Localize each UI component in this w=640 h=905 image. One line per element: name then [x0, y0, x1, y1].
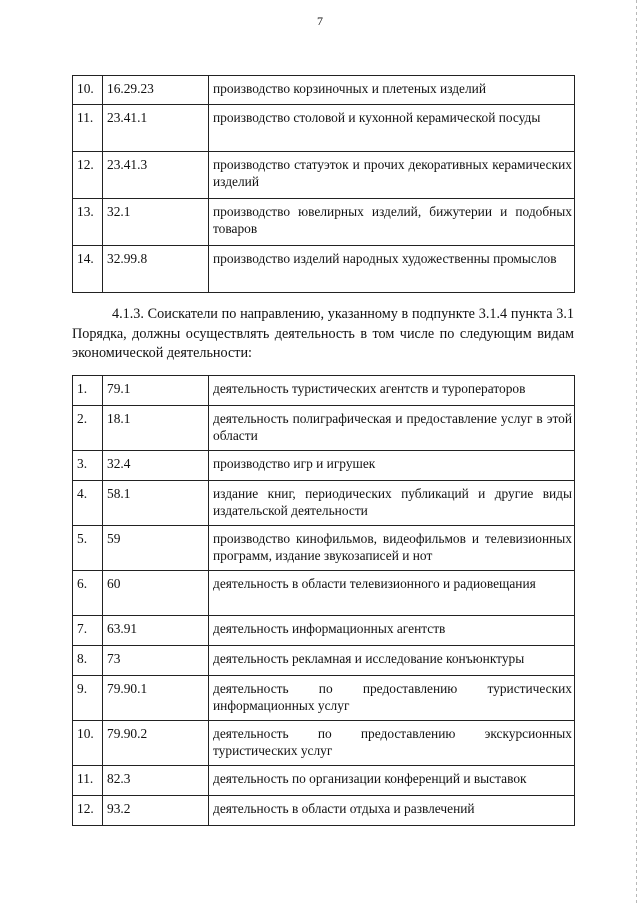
okved-code: 60: [103, 571, 209, 616]
row-number: 11.: [73, 766, 103, 796]
row-number: 13.: [73, 199, 103, 246]
row-number: 11.: [73, 105, 103, 152]
activity-description: производство игр и игрушек: [209, 451, 575, 481]
row-number: 10.: [73, 721, 103, 766]
activity-description: деятельность в области телевизионного и радиовещания: [209, 571, 575, 616]
okved-code: 23.41.3: [103, 152, 209, 199]
row-number: 5.: [73, 526, 103, 571]
activity-description: деятельность в области отдыха и развлечений: [209, 796, 575, 826]
row-number: 8.: [73, 646, 103, 676]
activity-description: производство корзиночных и плетеных изделий: [209, 76, 575, 105]
table-row: [73, 152, 575, 199]
activity-description: производство столовой и кухонной керамической посуды: [209, 105, 575, 152]
activity-description: производство статуэток и прочих декоративных керамических изделий: [209, 152, 575, 199]
okved-code: 16.29.23: [103, 76, 209, 105]
row-number: 3.: [73, 451, 103, 481]
activity-codes-table-continued: [72, 75, 575, 293]
activity-description: деятельность информационных агентств: [209, 616, 575, 646]
row-number: 9.: [73, 676, 103, 721]
okved-code: 32.4: [103, 451, 209, 481]
row-number: 10.: [73, 76, 103, 105]
table-body: [73, 76, 575, 293]
activity-description: производство кинофильмов, видеофильмов и телевизионных программ, издание звукозаписей и нот: [209, 526, 575, 571]
row-number: 2.: [73, 406, 103, 451]
table-row: [73, 406, 575, 451]
table-row: [73, 199, 575, 246]
row-number: 6.: [73, 571, 103, 616]
table-body: [73, 376, 575, 826]
table-row: [73, 766, 575, 796]
row-number: 4.: [73, 481, 103, 526]
table-row: [73, 246, 575, 293]
okved-code: 93.2: [103, 796, 209, 826]
row-number: 12.: [73, 152, 103, 199]
activity-description: производство изделий народных художественны промыслов: [209, 246, 575, 293]
table-row: [73, 796, 575, 826]
activity-description: деятельность рекламная и исследование конъюнктуры: [209, 646, 575, 676]
table-row: [73, 526, 575, 571]
okved-code: 58.1: [103, 481, 209, 526]
activity-description: производство ювелирных изделий, бижутерии и подобных товаров: [209, 199, 575, 246]
activity-description: издание книг, периодических публикаций и другие виды издательской деятельности: [209, 481, 575, 526]
row-number: 12.: [73, 796, 103, 826]
table-row: [73, 105, 575, 152]
okved-code: 32.1: [103, 199, 209, 246]
activity-description: деятельность туристических агентств и туроператоров: [209, 376, 575, 406]
okved-code: 79.90.2: [103, 721, 209, 766]
okved-code: 73: [103, 646, 209, 676]
activity-description: деятельность по организации конференций и выставок: [209, 766, 575, 796]
clause-4-1-3: 4.1.3. Соискатели по направлению, указанному в подпункте 3.1.4 пункта 3.1 Порядка, должны осуществлять деятельность в том числе по следующим видам экономической деятельности:: [72, 306, 574, 361]
row-number: 1.: [73, 376, 103, 406]
table-row: [73, 376, 575, 406]
okved-code: 79.90.1: [103, 676, 209, 721]
okved-code: 59: [103, 526, 209, 571]
activity-description: деятельность полиграфическая и предоставление услуг в этой области: [209, 406, 575, 451]
table-row: [73, 451, 575, 481]
row-number: 14.: [73, 246, 103, 293]
okved-code: 32.99.8: [103, 246, 209, 293]
okved-code: 82.3: [103, 766, 209, 796]
table-row: [73, 721, 575, 766]
table-row: [73, 616, 575, 646]
okved-code: 79.1: [103, 376, 209, 406]
activity-description: деятельность по предоставлению экскурсионных туристических услуг: [209, 721, 575, 766]
table-row: [73, 571, 575, 616]
okved-code: 23.41.1: [103, 105, 209, 152]
table-row: [73, 676, 575, 721]
okved-code: 63.91: [103, 616, 209, 646]
activity-description: деятельность по предоставлению туристических информационных услуг: [209, 676, 575, 721]
table-row: [73, 646, 575, 676]
page-number: 7: [317, 14, 323, 28]
activity-codes-table-3-1-4: [72, 375, 575, 826]
okved-code: 18.1: [103, 406, 209, 451]
table-row: [73, 76, 575, 105]
table-row: [73, 481, 575, 526]
row-number: 7.: [73, 616, 103, 646]
scan-edge-line: [636, 0, 637, 905]
